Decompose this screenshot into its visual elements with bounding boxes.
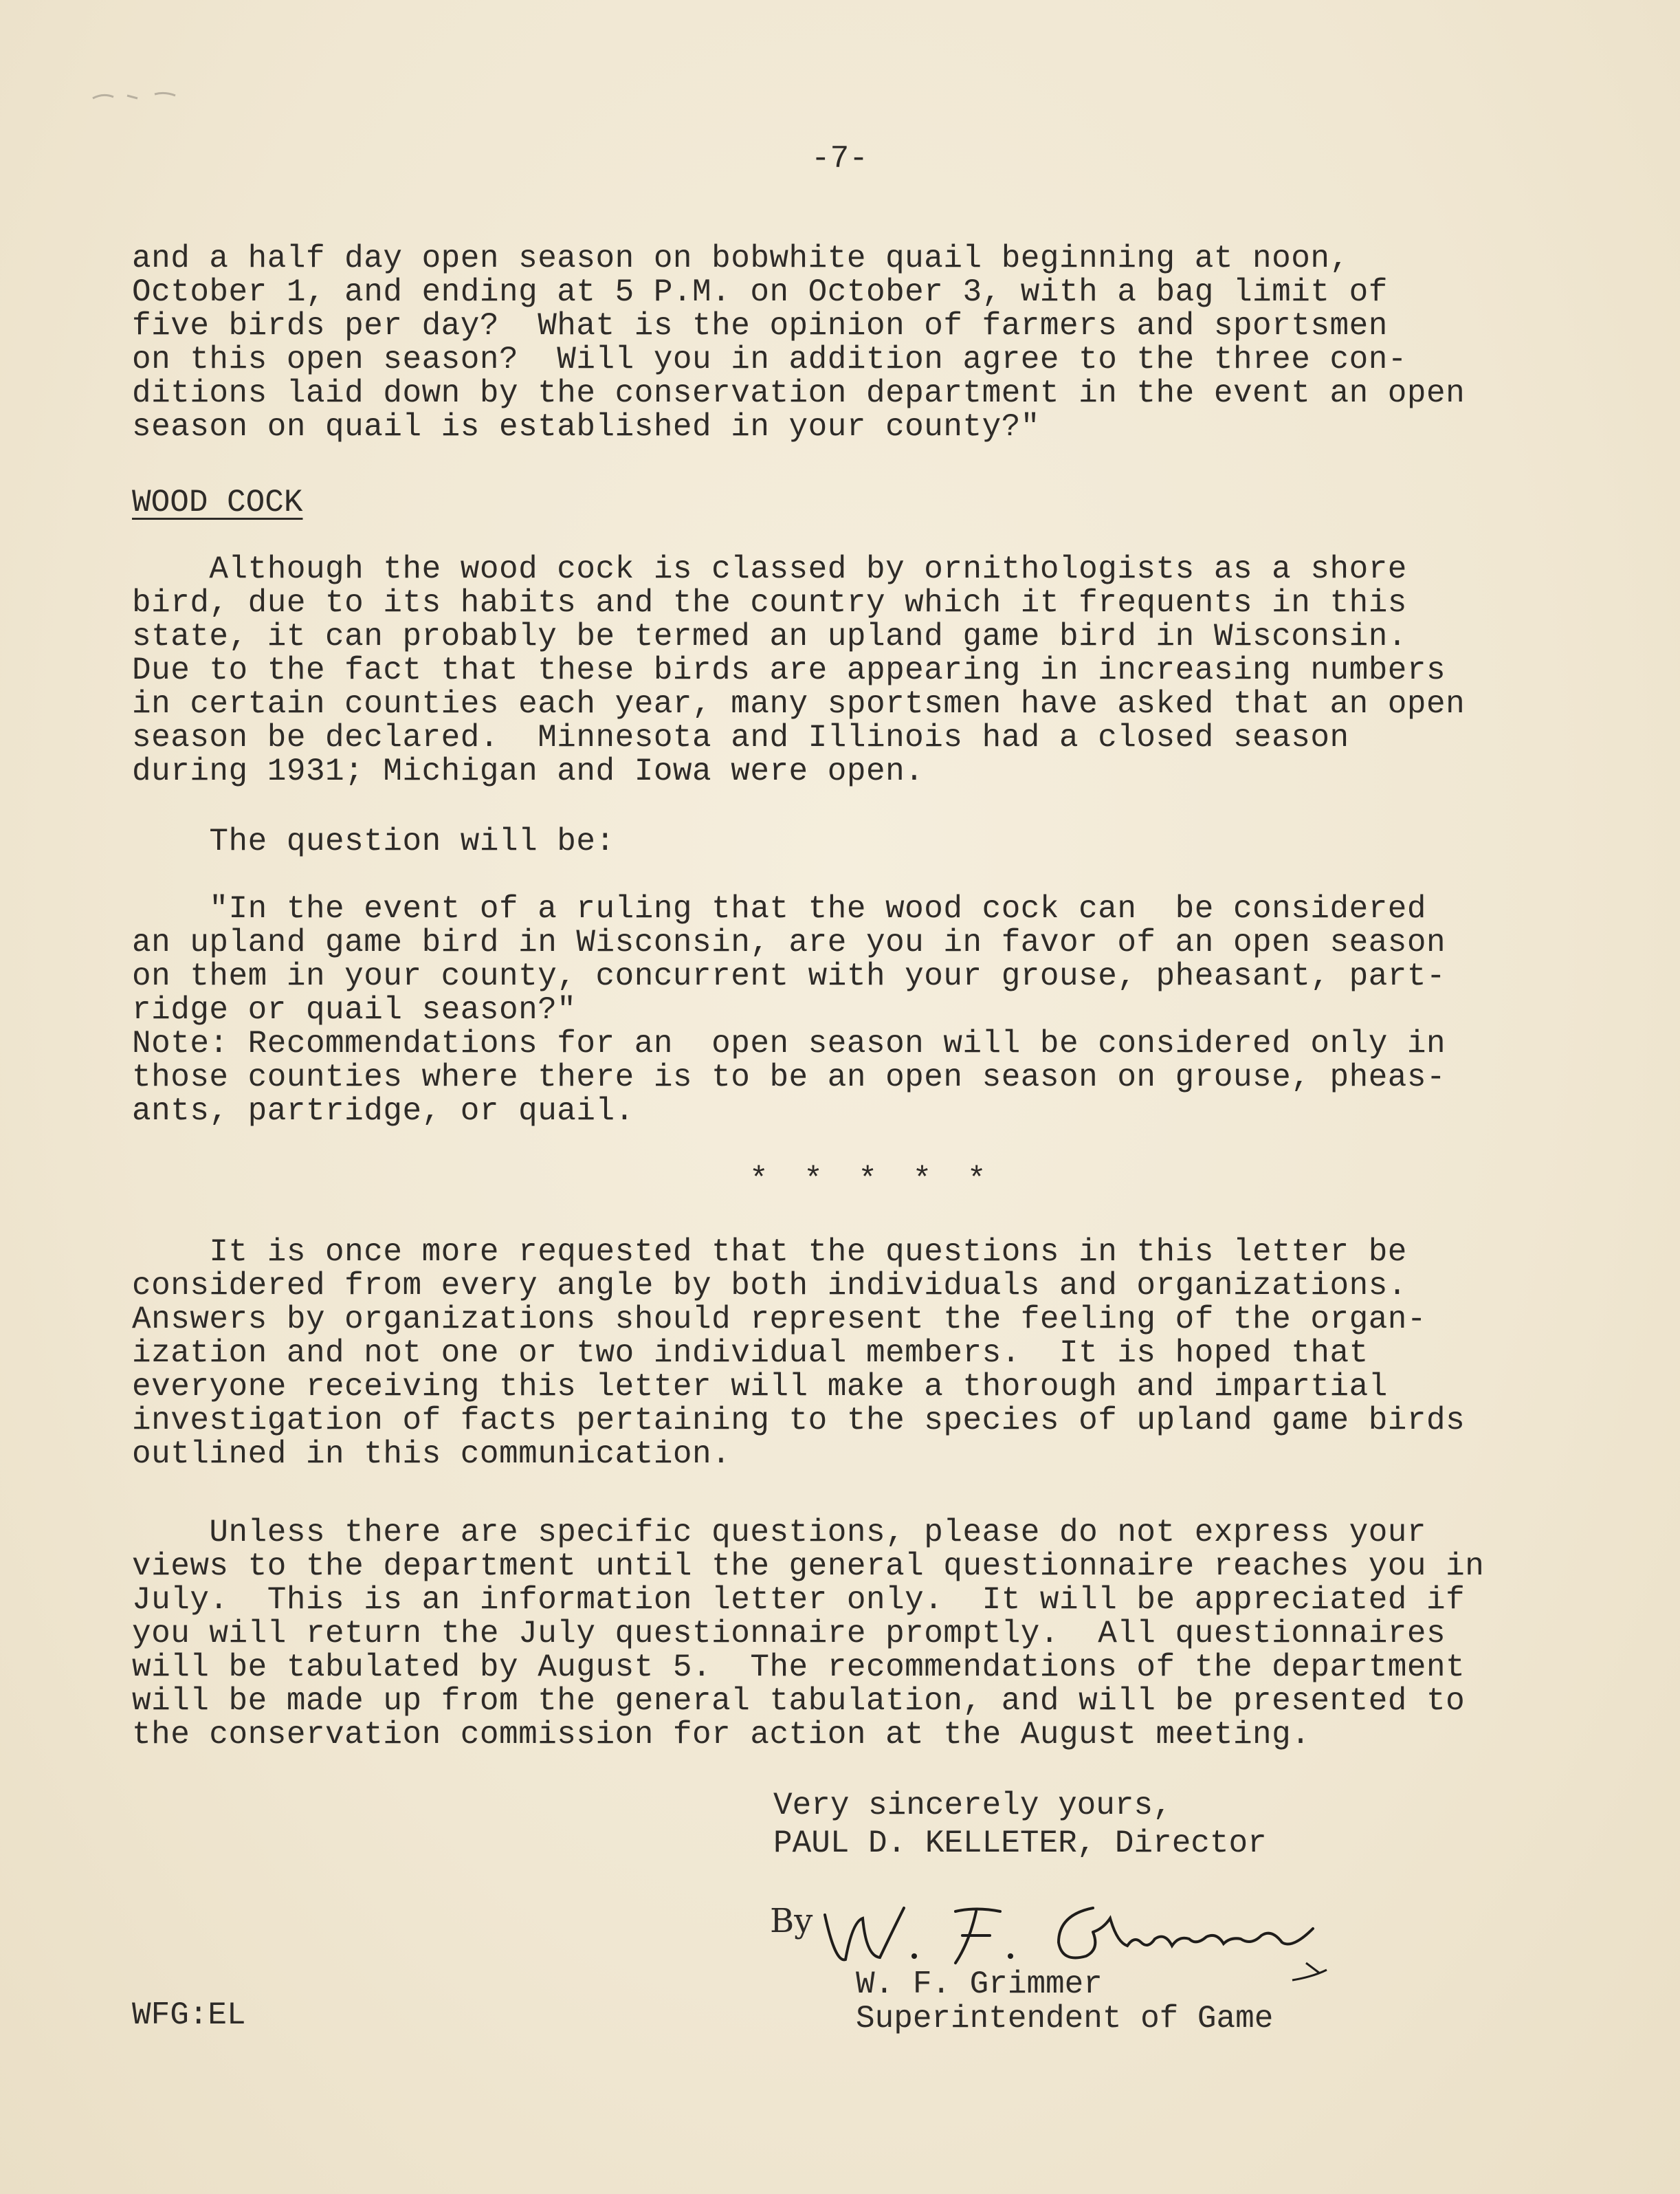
text-line: the conservation commission for action at the August meeting. <box>132 1717 1311 1753</box>
signer-title: Superintendent of Game <box>856 2001 1274 2037</box>
question-intro: The question will be: <box>132 824 615 859</box>
page-number: -7- <box>811 141 868 177</box>
text-line: on them in your county, concurrent with your grouse, pheasant, part- <box>132 958 1446 994</box>
director-line: PAUL D. KELLETER, Director <box>773 1825 1267 1861</box>
text-line: Although the wood cock is classed by ornithologists as a shore <box>132 551 1407 587</box>
text-line: on this open season? Will you in addition agree to the three con- <box>132 342 1407 377</box>
text-line: Unless there are specific questions, please do not express your <box>132 1515 1427 1550</box>
text-line: will be tabulated by August 5. The recommendations of the department <box>132 1649 1466 1685</box>
text-line: ization and not one or two individual members. It is hoped that <box>132 1335 1369 1371</box>
signature-by-label: By <box>770 1902 813 1940</box>
text-line: and a half day open season on bobwhite quail beginning at noon, <box>132 241 1349 276</box>
reference-initials: WFG:EL <box>132 1997 246 2033</box>
text-line: Answers by organizations should represent the feeling of the organ- <box>132 1302 1427 1337</box>
text-line: ants, partridge, or quail. <box>132 1093 634 1129</box>
text-line: state, it can probably be termed an upland game bird in Wisconsin. <box>132 619 1407 655</box>
text-line: July. This is an information letter only. It will be appreciated if <box>132 1582 1466 1618</box>
text-line: an upland game bird in Wisconsin, are you in favor of an open season <box>132 925 1446 961</box>
text-line: It is once more requested that the questions in this letter be <box>132 1234 1407 1270</box>
text-line: ridge or quail season?" <box>132 992 577 1028</box>
text-line: everyone receiving this letter will make a thorough and impartial <box>132 1369 1388 1405</box>
signer-name: W. F. Grimmer <box>856 1966 1103 2002</box>
text-line: will be made up from the general tabulation, and will be presented to <box>132 1683 1466 1719</box>
text-line: ditions laid down by the conservation department in the event an open <box>132 375 1466 411</box>
signature-text: W. F. Grimmer <box>770 1880 775 1881</box>
text-line: considered from every angle by both individuals and organizations. <box>132 1268 1407 1304</box>
text-line: during 1931; Michigan and Iowa were open. <box>132 754 925 789</box>
text-line: "In the event of a ruling that the wood cock can be considered <box>132 891 1427 927</box>
text-line: you will return the July questionnaire promptly. All questionnaires <box>132 1616 1446 1652</box>
section-separator: * * * * * <box>749 1162 995 1198</box>
text-line: views to the department until the general questionnaire reaches you in <box>132 1548 1485 1584</box>
text-line: Note: Recommendations for an open season will be considered only in <box>132 1026 1446 1062</box>
section-heading: WOOD COCK <box>132 485 303 520</box>
text-line: outlined in this communication. <box>132 1436 731 1472</box>
text-line: season be declared. Minnesota and Illinois had a closed season <box>132 720 1349 756</box>
ink-smudge <box>89 86 199 107</box>
salutation: Very sincerely yours, <box>773 1788 1172 1823</box>
text-line: October 1, and ending at 5 P.M. on October 3, with a bag limit of <box>132 274 1388 310</box>
text-line: in certain counties each year, many sportsmen have asked that an open <box>132 686 1466 722</box>
text-line: bird, due to its habits and the country which it frequents in this <box>132 585 1407 621</box>
text-line: Due to the fact that these birds are appearing in increasing numbers <box>132 652 1446 688</box>
text-line: those counties where there is to be an open season on grouse, pheas- <box>132 1060 1446 1095</box>
text-line: five birds per day? What is the opinion of farmers and sportsmen <box>132 308 1388 344</box>
text-line: season on quail is established in your county?" <box>132 409 1040 445</box>
text-line: investigation of facts pertaining to the species of upland game birds <box>132 1403 1466 1438</box>
